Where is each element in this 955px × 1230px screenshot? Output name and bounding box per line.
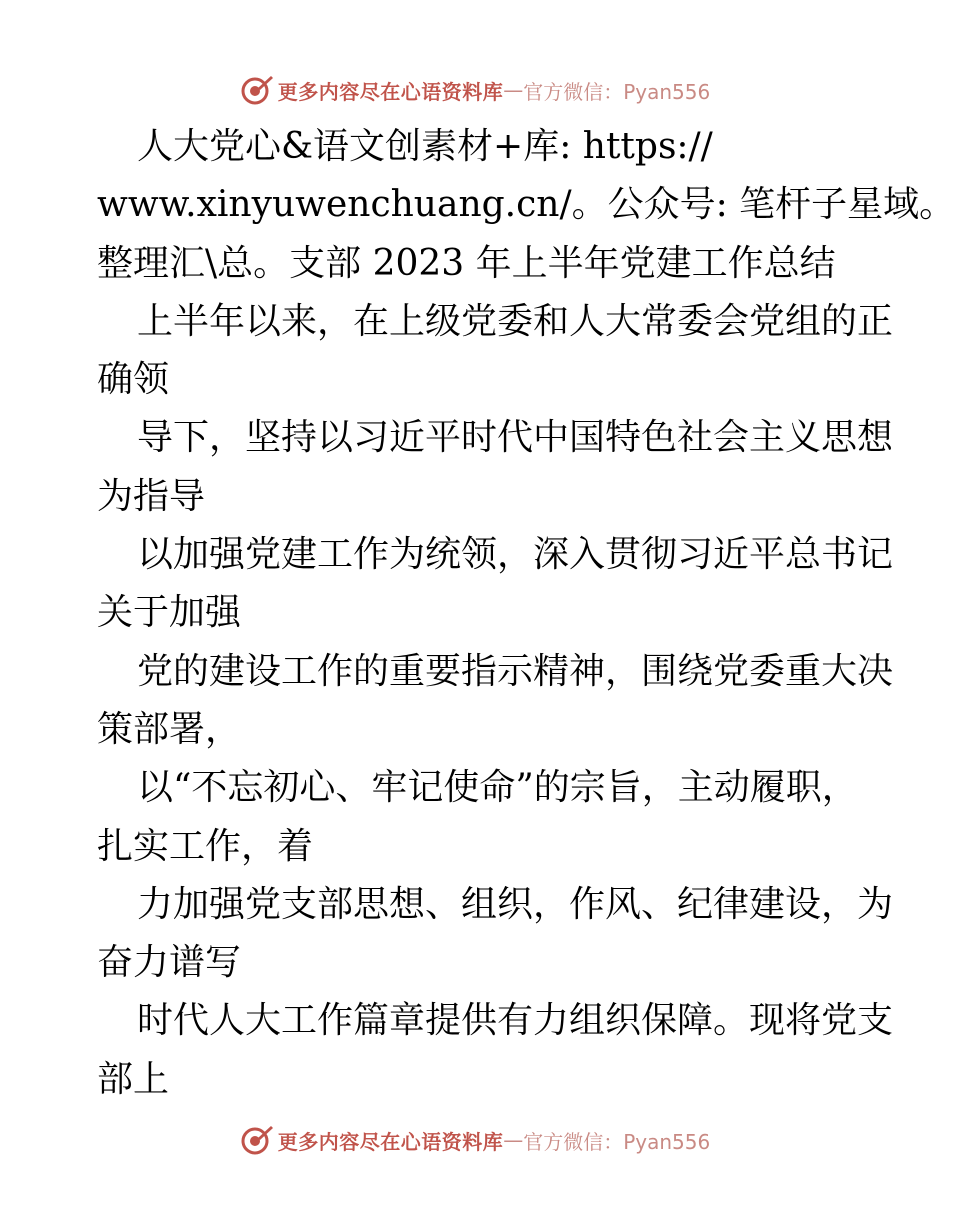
- footer-watermark-banner: [0, 1120, 950, 1160]
- document-line: www.xinyuwenchuang.cn/。公众号: 笔杆子星域。: [97, 184, 955, 226]
- document-line: 力加强党支部思想、组织，作风、纪律建设，为: [137, 883, 894, 925]
- document-line: 上半年以来，在上级党委和人大常委会党组的正: [137, 300, 894, 342]
- document-line: 为指导: [97, 475, 206, 517]
- document-line: 奋力谱写: [97, 942, 242, 984]
- document-line: 扎实工作，着: [97, 825, 314, 867]
- pen-circle-logo-icon: [240, 1123, 274, 1157]
- pen-circle-logo-icon: [240, 73, 274, 107]
- header-watermark-banner: [0, 70, 950, 110]
- document-line: 策部署，: [97, 708, 242, 750]
- footer-site-name: 更多内容尽在心语资料库: [277, 1129, 504, 1154]
- document-line: 导下，坚持以习近平时代中国特色社会主义思想: [137, 417, 894, 459]
- document-line: 时代人大工作篇章提供有力组织保障。现将党支: [137, 1000, 894, 1042]
- document-line: 确领: [97, 359, 170, 401]
- header-dash: —: [503, 78, 524, 102]
- document-line: 关于加强: [97, 592, 242, 634]
- document-line: 部上: [97, 1058, 170, 1100]
- header-site-name: 更多内容尽在心语资料库: [277, 79, 504, 104]
- document-body: [97, 118, 955, 1109]
- document-line: 整理汇\总。支部 2023 年上半年党建工作总结: [97, 242, 836, 284]
- footer-wechat-text: 官方微信：Pyan556: [523, 1129, 711, 1154]
- header-wechat-text: 官方微信：Pyan556: [523, 79, 711, 104]
- document-line: 人大党心&语文创素材+库: https://: [137, 126, 713, 167]
- footer-dash: —: [503, 1128, 524, 1152]
- document-line: 以加强党建工作为统领，深入贯彻习近平总书记: [137, 534, 894, 576]
- document-line: 以“不忘初心、牢记使命”的宗旨，主动履职，: [137, 767, 858, 809]
- document-line: 党的建设工作的重要指示精神，围绕党委重大决: [137, 650, 894, 692]
